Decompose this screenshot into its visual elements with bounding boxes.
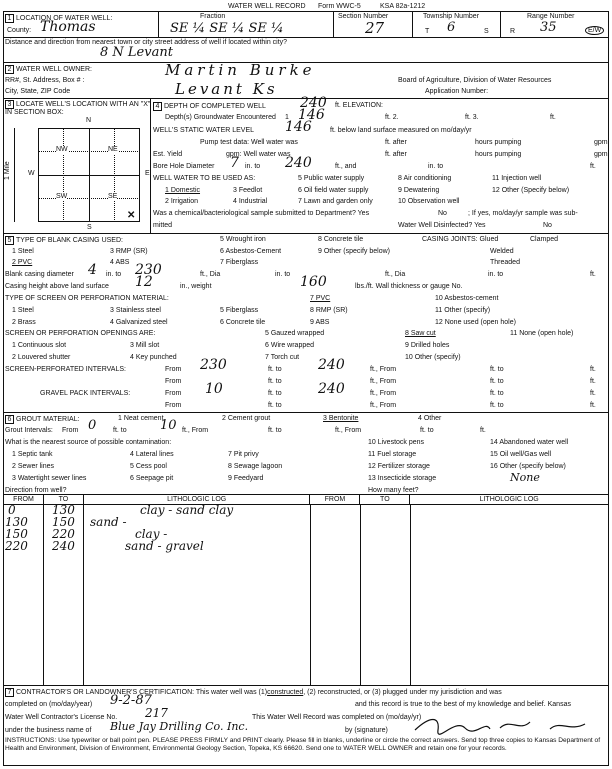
casing-5: 5 Wrought iron [220,236,266,243]
sample-question: Was a chemical/bacteriological sample submitted to Department? Yes [153,210,370,217]
gravel-ft-1: ft. [590,390,596,397]
screen-8: 8 RMP (SR) [310,307,348,314]
casing-6: 6 Asbestos-Cement [220,248,282,255]
log-row-3-to: 220 [52,527,75,541]
instructions: INSTRUCTIONS: Use typewriter or ball point pen. PLEASE PRESS FIRMLY and PRINT clearly. Please fill in blanks, underline or circle the correct answers. Send top three copies to Kansas Department of Health and Environment, Division of Environment, Environmental Geology Section, Topeka, KS 66620. Send one to WATER WELL OWNER and retain one for your records. [5,737,601,753]
ksa-number: KSA 82a-1212 [380,3,426,10]
gravel-ft-from-2: ft., From [370,402,397,409]
contam-2: 2 Sewer lines [12,463,55,470]
elevation-label: ft. ELEVATION: [335,102,383,109]
township-t: T [425,28,430,35]
howmany-label: How many feet? [368,487,419,494]
casing-8: 8 Concrete tile [318,236,364,243]
perf-from-label-2: From [165,378,182,385]
screen-1: 1 Steel [12,307,34,314]
diam-value: 4 [88,262,97,278]
range-r: R [510,28,516,35]
compass-n: N [86,117,92,124]
contamination-label: What is the nearest source of possible contamination: [5,439,172,446]
joints-clamped: Clamped [530,236,559,243]
log-row-4-from: 220 [5,539,28,553]
yield-tail: gpm: Well water was [226,151,291,158]
sec6-label: 6 GROUT MATERIAL: [5,415,80,424]
log-row-3-from: 150 [5,527,28,541]
perf-to-label-3: ft. to [268,378,282,385]
use-5: 5 Public water supply [298,175,365,182]
log-header-to: TO [43,495,83,505]
joints-threaded: Threaded [490,259,520,266]
fraction-value: SE ¼ SE ¼ SE ¼ [170,21,284,36]
perf-to-label: ft. to [268,366,282,373]
compass-e: E [145,170,150,177]
sample-mitted: mitted [153,222,173,229]
contam-15: 15 Oil well/Gas well [490,451,552,458]
contam-9: 9 Feedyard [228,475,264,482]
pump-gpm: gpm [594,139,608,146]
perf-ft-1: ft. [590,366,596,373]
grout-from-label: From [62,427,79,434]
yield-hours: hours pumping [475,151,522,158]
gravel-to-value: 240 [318,381,345,397]
disinfected-label: Water Well Disinfected? Yes [398,222,486,229]
bore-label: Bore Hole Diameter [153,163,215,170]
perf-label: SCREEN-PERFORATED INTERVALS: [5,366,126,373]
depth-value: 240 [300,95,327,111]
grout-ft-to-2: ft. to [268,427,282,434]
section-label: Section Number [338,13,389,20]
city-label: City, State, ZIP Code [5,88,71,95]
grout-1: 1 Neat cement [118,415,164,422]
gravel-label: GRAVEL PACK INTERVALS: [40,390,131,397]
contam-16: 16 Other (specify below) [490,463,566,470]
grout-ft-from: ft., From [182,427,209,434]
diam-in-to-3: in. to [488,271,504,278]
pump-label: Pump test data: Well water was [200,139,298,146]
gravel-ft-from: ft., From [370,390,397,397]
log-header-from-2: FROM [310,495,360,505]
contam-13: 13 Insecticide storage [368,475,437,482]
record-completed-label: This Water Well Record was completed on (mo/day/yr) [252,714,422,721]
county-label: County: [7,27,32,34]
distance-value: 8 N Levant [100,45,173,60]
height-label: Casing height above land surface [5,283,109,290]
screen-4: 4 Galvanized steel [110,319,168,326]
log-header-row [4,495,609,505]
gw3-label: ft. 3. [465,114,479,121]
fraction-label: Fraction [200,13,226,20]
use-2: 2 Irrigation [165,198,199,205]
log-row-2-from: 130 [5,515,28,529]
use-6: 6 Oil field water supply [298,187,369,194]
contam-12: 12 Fertilizer storage [368,463,430,470]
grout-from-value: 0 [88,418,97,433]
quad-nw: NW [56,146,68,153]
sec7-label: 7 CONTRACTOR'S OR LANDOWNER'S CERTIFICATION: This water well was (1)constructed, (2) reconstructed, or (3) plugged under my jurisdiction and was [5,688,502,697]
joints-label: CASING JOINTS: Glued [422,236,499,243]
log-header-litho: LITHOLOGIC LOG [83,495,310,505]
opening-9: 9 Drilled holes [405,342,450,349]
gravel-to-label: ft. to [268,390,282,397]
sec5-label: 5 TYPE OF BLANK CASING USED: [5,236,123,245]
use-3: 3 Feedlot [233,187,263,194]
grout-ft-to: ft. to [113,427,127,434]
city-value: Levant Ks [175,80,278,98]
yield-after: ft. after [385,151,407,158]
diam-ft-dia-1: ft., Dia [200,271,221,278]
gw1-value: 146 [298,107,325,123]
perf-ft-from: ft., From [370,366,397,373]
diam-ft-dia-2: ft., Dia [385,271,406,278]
sample-no: No [438,210,447,217]
use-11: 11 Injection well [492,175,542,182]
groundwater-label: Depth(s) Groundwater Encountered [165,114,276,121]
log-row-4-to: 240 [52,539,75,553]
opening-1: 1 Continuous slot [12,342,67,349]
application-label: Application Number: [425,88,489,95]
casing-3: 3 RMP (SR) [110,248,148,255]
opening-7: 7 Torch cut [265,354,300,361]
contam-3: 3 Watertight sewer lines [12,475,87,482]
gravel-to-label-3: ft. to [268,402,282,409]
well-x-mark: ✕ [127,210,136,221]
log-row-4-log: sand - gravel [125,539,204,553]
perf-to-value: 240 [318,357,345,373]
gravel-to-label-2: ft. to [490,390,504,397]
joints-welded: Welded [490,248,514,255]
quad-se: SE [108,193,118,200]
owner-value: Martin Burke [165,61,316,79]
township-s: S [484,28,489,35]
diam-to-value: 230 [135,262,162,278]
screen-label: TYPE OF SCREEN OR PERFORATION MATERIAL: [5,295,169,302]
signature-mark [410,714,600,736]
use-10: 10 Observation well [398,198,460,205]
use-12: 12 Other (Specify below) [492,187,570,194]
use-4: 4 Industrial [233,198,268,205]
screen-2: 2 Brass [12,319,36,326]
completed-value: 9-2-87 [110,693,152,708]
openings-label: SCREEN OR PERFORATION OPENINGS ARE: [5,330,156,337]
screen-12: 12 None used (open hole) [435,319,516,326]
log-row-1-to: 130 [52,503,75,517]
grout-to-value: 10 [160,418,177,433]
section-value: 27 [365,19,385,37]
opening-4: 4 Key punched [130,354,177,361]
pump-hours: hours pumping [475,139,522,146]
contam-4: 4 Lateral lines [130,451,174,458]
completed-label: completed on (mo/day/year) [5,701,93,708]
bore-tail: ft., and [335,163,357,170]
sec3-label: 3 LOCATE WELL'S LOCATION WITH AN "X" IN SECTION BOX: [5,101,151,116]
pump-after: ft. after [385,139,407,146]
direction-label: Direction from well? [5,487,67,494]
static-label: WELL'S STATIC WATER LEVEL [153,127,255,134]
bore-value: 7 [230,155,239,171]
gravel-to-label-4: ft. to [490,402,504,409]
grout-ft-to-3: ft. to [420,427,434,434]
static-tail: ft. below land surface measured on mo/day/yr [330,127,472,134]
county-value: Thomas [40,19,96,35]
business-value: Blue Jay Drilling Co. Inc. [110,720,249,733]
contam-5: 5 Cess pool [130,463,167,470]
sec2-label: 2 WATER WELL OWNER: [5,65,92,74]
opening-10: 10 Other (specify) [405,354,461,361]
contam-8: 8 Sewage lagoon [228,463,283,470]
compass-w: W [28,170,35,177]
gravel-from-value: 10 [205,381,223,397]
record-tail: and this record is true to the best of my knowledge and belief. Kansas [355,701,571,708]
bore-in-to: in. to [428,163,444,170]
bore-in: in. to [245,163,261,170]
contam-10: 10 Livestock pens [368,439,425,446]
casing-2: 2 PVC [12,259,33,266]
diam-in-to-2: in. to [275,271,291,278]
range-label: Range Number [527,13,575,20]
contam-11: 11 Fuel storage [368,451,417,458]
casing-4: 4 ABS [110,259,130,266]
use-7: 7 Lawn and garden only [298,198,373,205]
contam-7: 7 Pit privy [228,451,259,458]
gw2-label: ft. 2. [385,114,399,121]
yield-label: Est. Yield [153,151,183,158]
sec1-label: 1 LOCATION OF WATER WELL: [5,14,112,23]
perf-from-value: 230 [200,357,227,373]
opening-6: 6 Wire wrapped [265,342,315,349]
weight-value: 160 [300,274,327,290]
contam-1: 1 Septic tank [12,451,53,458]
use-9: 9 Dewatering [398,187,440,194]
gravel-from-label-2: From [165,402,182,409]
opening-2: 2 Louvered shutter [12,354,71,361]
log-row-1-log: clay - sand clay [140,503,234,517]
static-value: 146 [285,119,312,135]
gravel-from-label: From [165,390,182,397]
range-ew: E/W [585,27,604,35]
screen-3: 3 Stainless steel [110,307,161,314]
quad-sw: SW [56,193,68,200]
casing-9: 9 Other (specify below) [318,248,390,255]
sec4-depth: 4 DEPTH OF COMPLETED WELL [153,102,266,111]
log-row-2-log: sand - [90,515,127,529]
rr-label: RR#, St. Address, Box # : [5,77,85,84]
perf-to-label-4: ft. to [490,378,504,385]
casing-1: 1 Steel [12,248,34,255]
form-number: Form WWC-5 [318,3,361,10]
log-header-from: FROM [4,495,44,505]
use-label: WELL WATER TO BE USED AS: [153,175,256,182]
height-value: 12 [135,274,153,290]
disinfected-no: No [543,222,552,229]
gw1-number: 1 [285,114,289,121]
diam-in-to: in. to [106,271,122,278]
township-label: Township Number [423,13,480,20]
contam-6: 6 Seepage pit [130,475,174,482]
contam-14: 14 Abandoned water well [490,439,569,446]
license-label: Water Well Contractor's License No. [5,714,118,721]
screen-7: 7 PVC [310,295,331,302]
log-row-1-from: 0 [8,503,16,517]
grout-2: 2 Cement grout [222,415,271,422]
perf-ft-from-2: ft., From [370,378,397,385]
bore-ft: ft. [590,163,596,170]
diam-ft: ft. [590,271,596,278]
board-label: Board of Agriculture, Division of Water Resources [398,77,552,84]
contam-other-value: None [510,471,540,484]
mile-label: 1 Mile [4,161,11,180]
range-value: 35 [540,20,557,35]
form-title: WATER WELL RECORD [228,3,306,10]
quad-ne: NE [108,146,118,153]
sample-tail: ; If yes, mo/day/yr sample was sub- [468,210,578,217]
log-row-3-log: clay - [135,527,168,541]
weight-label: in., weight [180,283,212,290]
yield-gpm: gpm [594,151,608,158]
log-header-litho-2: LITHOLOGIC LOG [410,495,609,505]
use-1: 1 Domestic [165,187,201,194]
bore-to-value: 240 [285,155,312,171]
grout-ft: ft. [480,427,486,434]
log-row-2-to: 150 [52,515,75,529]
perf-to-label-2: ft. to [490,366,504,373]
grout-ft-from-2: ft., From [335,427,362,434]
business-label: under the business name of [5,727,92,734]
compass-s: S [87,224,92,231]
grout-intervals-label: Grout Intervals: [5,427,53,434]
screen-5: 5 Fiberglass [220,307,259,314]
gw-ft: ft. [550,114,556,121]
signature-label: by (signature) [345,727,388,734]
screen-10: 10 Asbestos-cement [435,295,499,302]
screen-11: 11 Other (specify) [435,307,491,314]
township-value: 6 [447,20,456,35]
diam-label: Blank casing diameter [5,271,74,278]
opening-3: 3 Mill slot [130,342,160,349]
opening-11: 11 None (open hole) [510,330,574,337]
perf-ft-2: ft. [590,378,596,385]
screen-9: 9 ABS [310,319,330,326]
weight-tail: lbs./ft. Wall thickness or gauge No. [355,283,463,290]
use-8: 8 Air conditioning [398,175,452,182]
grout-3: 3 Bentonite [323,415,359,422]
opening-8: 8 Saw cut [405,330,436,337]
opening-5: 5 Gauzed wrapped [265,330,325,337]
lithologic-log-table [3,494,609,505]
grout-4: 4 Other [418,415,442,422]
casing-7: 7 Fiberglass [220,259,259,266]
license-value: 217 [145,706,168,720]
perf-from-label: From [165,366,182,373]
screen-6: 6 Concrete tile [220,319,266,326]
distance-label: Distance and direction from nearest town or city street address of well if located within city? [5,39,288,46]
log-header-to-2: TO [360,495,410,505]
gravel-ft-2: ft. [590,402,596,409]
